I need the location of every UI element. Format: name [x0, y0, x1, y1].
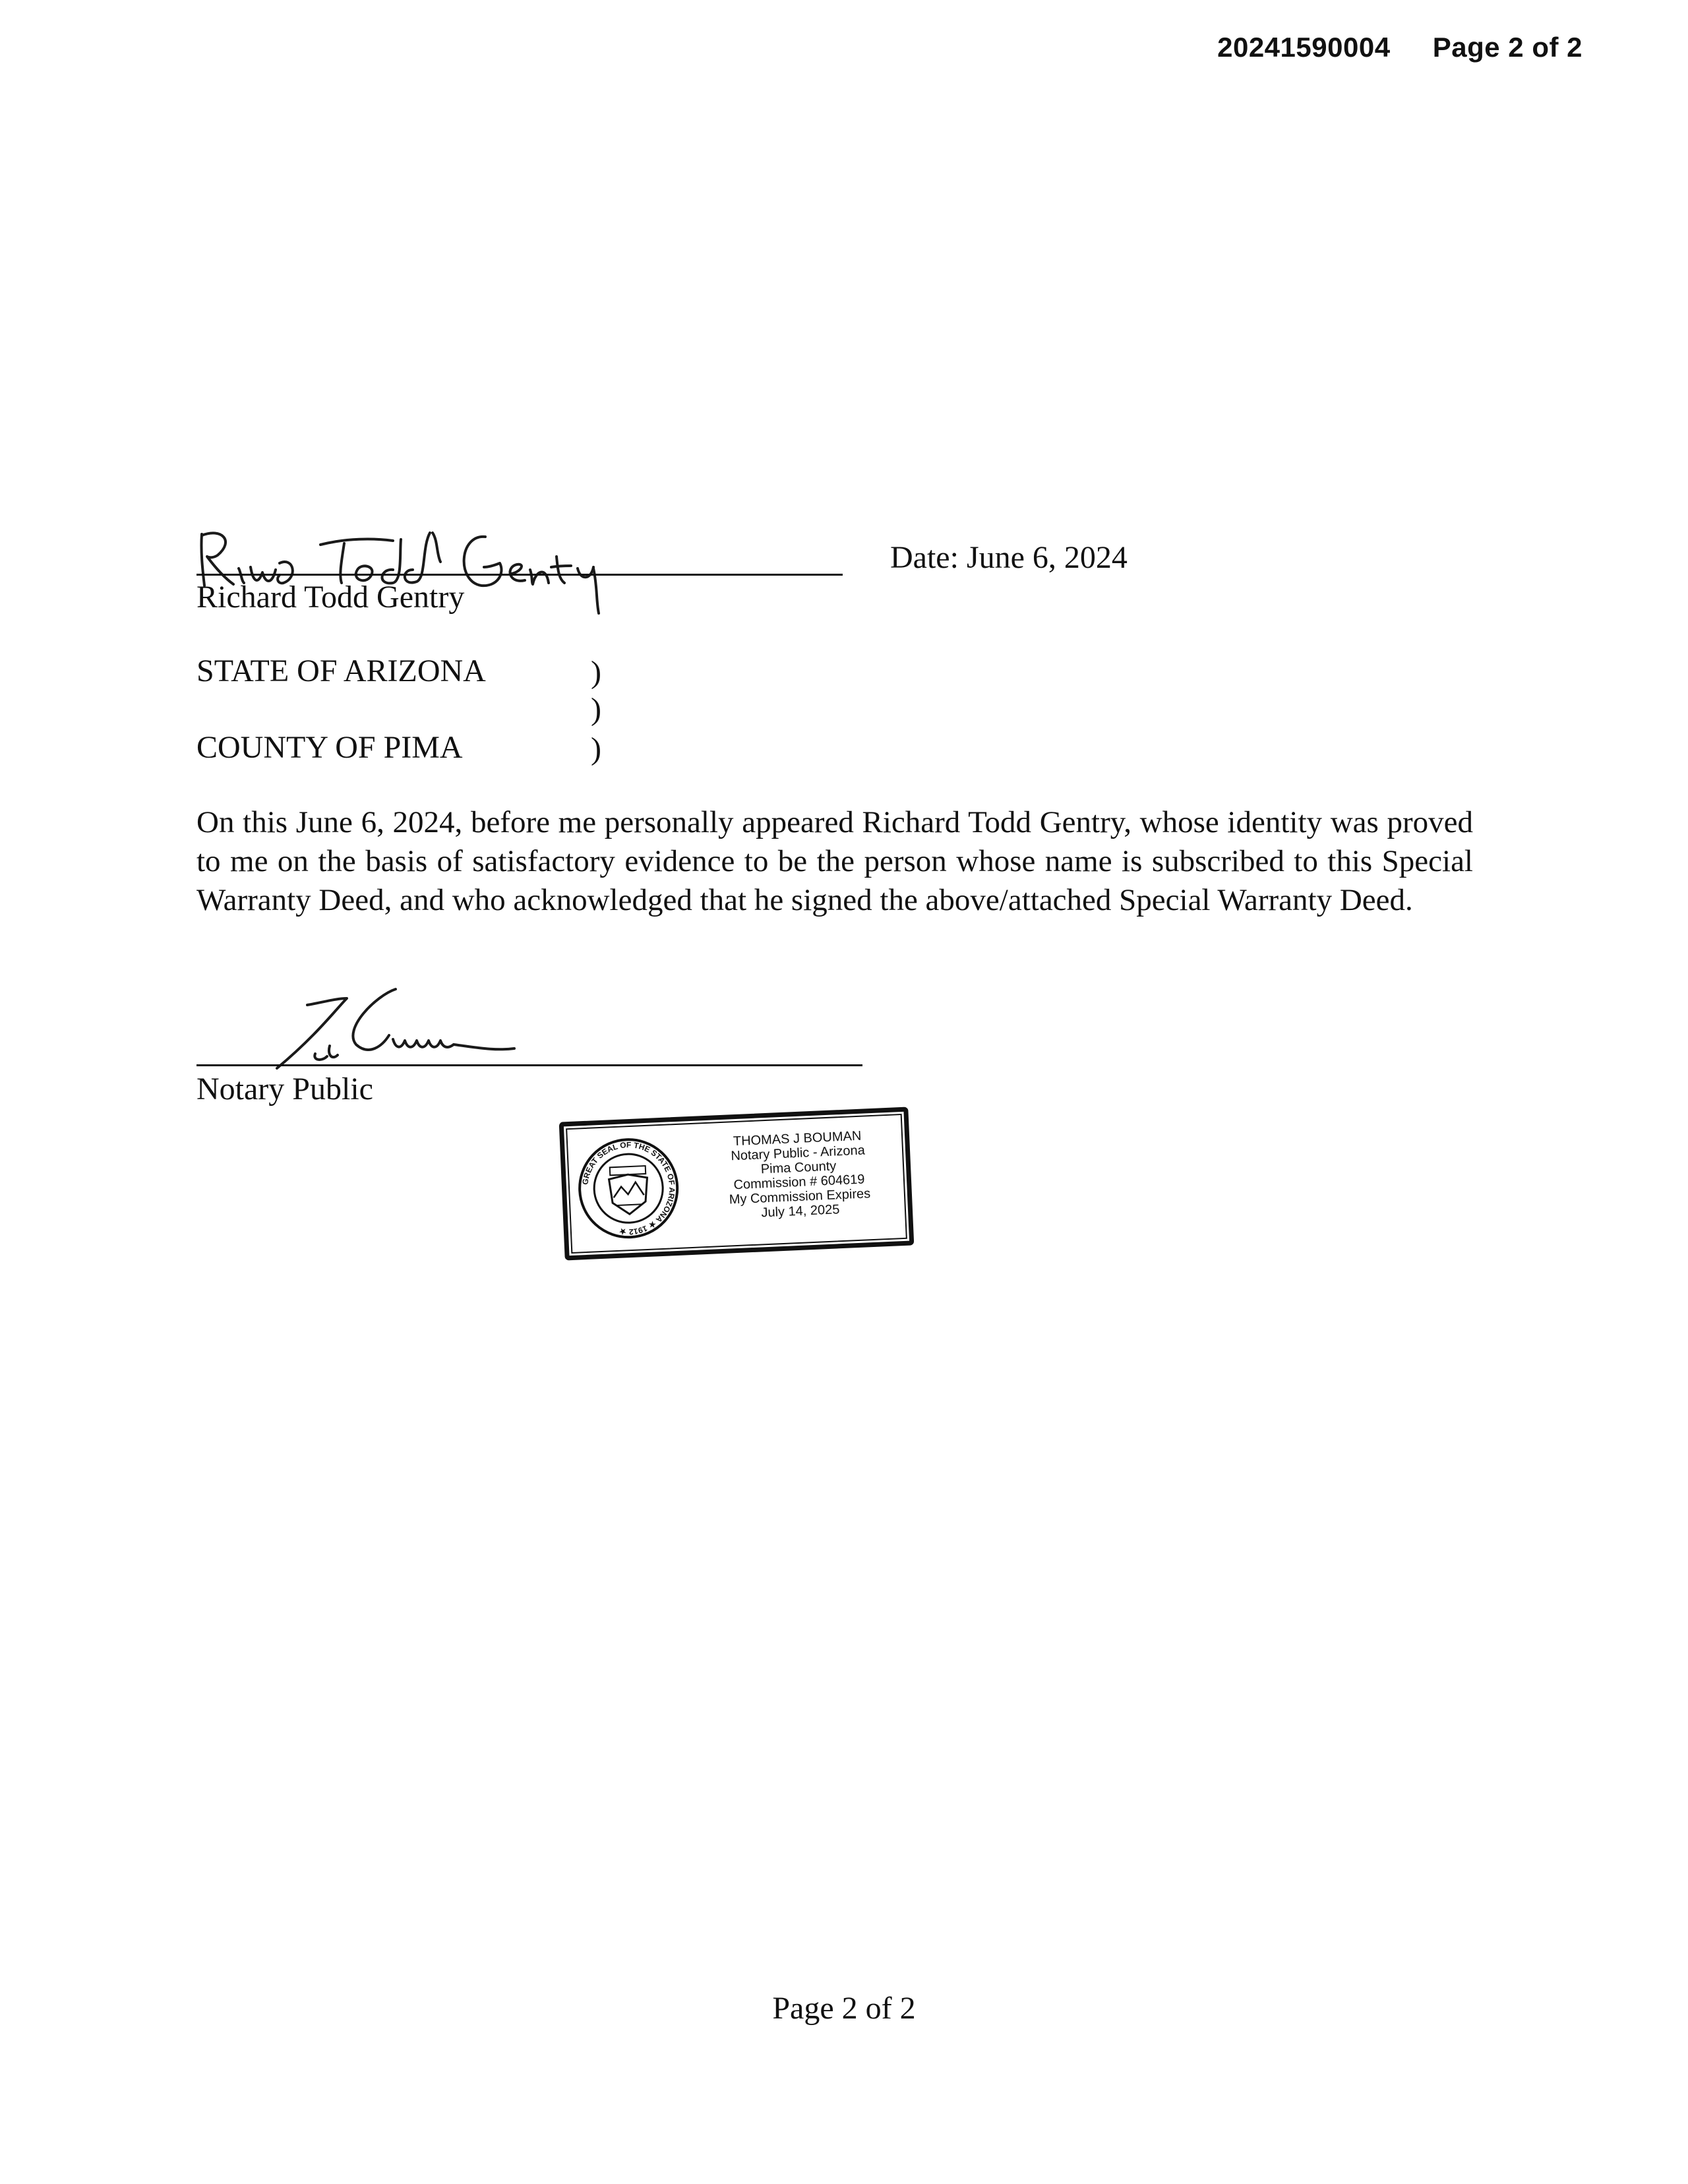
- stamp-line: July 14, 2025: [760, 1202, 840, 1221]
- stamp-line: Pima County: [760, 1159, 837, 1177]
- notary-signature: [264, 983, 554, 1075]
- acknowledgment-paragraph: On this June 6, 2024, before me personally appeared Richard Todd Gentry, whose identity was proved to me on the basis of satisfactory evidence to be the person whose name is subscribed to this Special Warranty Deed, and who acknowledged that he signed the above/attached Special Warranty Deed.: [196, 805, 1473, 917]
- venue-bracket: ): [591, 692, 601, 727]
- document-number: 20241590004: [1217, 32, 1391, 63]
- grantor-signature-line: [196, 574, 843, 576]
- stamp-line: THOMAS J BOUMAN: [733, 1128, 862, 1149]
- notary-stamp: [559, 1107, 915, 1261]
- arizona-state-seal: [574, 1134, 683, 1243]
- venue-bracket: ): [591, 731, 601, 766]
- stamp-line: Commission # 604619: [733, 1172, 865, 1193]
- notary-signature-line: [196, 1064, 862, 1066]
- header-page-indicator: Page 2 of 2: [1432, 32, 1582, 63]
- footer-page-number: Page 2 of 2: [772, 1991, 916, 2026]
- venue-county: COUNTY OF PIMA: [196, 730, 463, 765]
- grantor-printed-name: Richard Todd Gentry: [196, 580, 465, 615]
- signature-date: Date: June 6, 2024: [890, 540, 1128, 575]
- venue-bracket: ): [591, 655, 601, 690]
- stamp-line: Notary Public - Arizona: [730, 1143, 866, 1164]
- svg-text:GREAT SEAL OF THE STATE OF ARI: GREAT SEAL OF THE STATE OF ARIZONA ★ 1912 ★: [580, 1140, 677, 1237]
- venue-state: STATE OF ARIZONA: [196, 653, 486, 688]
- notary-public-label: Notary Public: [196, 1072, 373, 1107]
- recording-header: [1217, 32, 1582, 63]
- stamp-text: [698, 1127, 899, 1223]
- stamp-line: My Commission Expires: [729, 1186, 871, 1207]
